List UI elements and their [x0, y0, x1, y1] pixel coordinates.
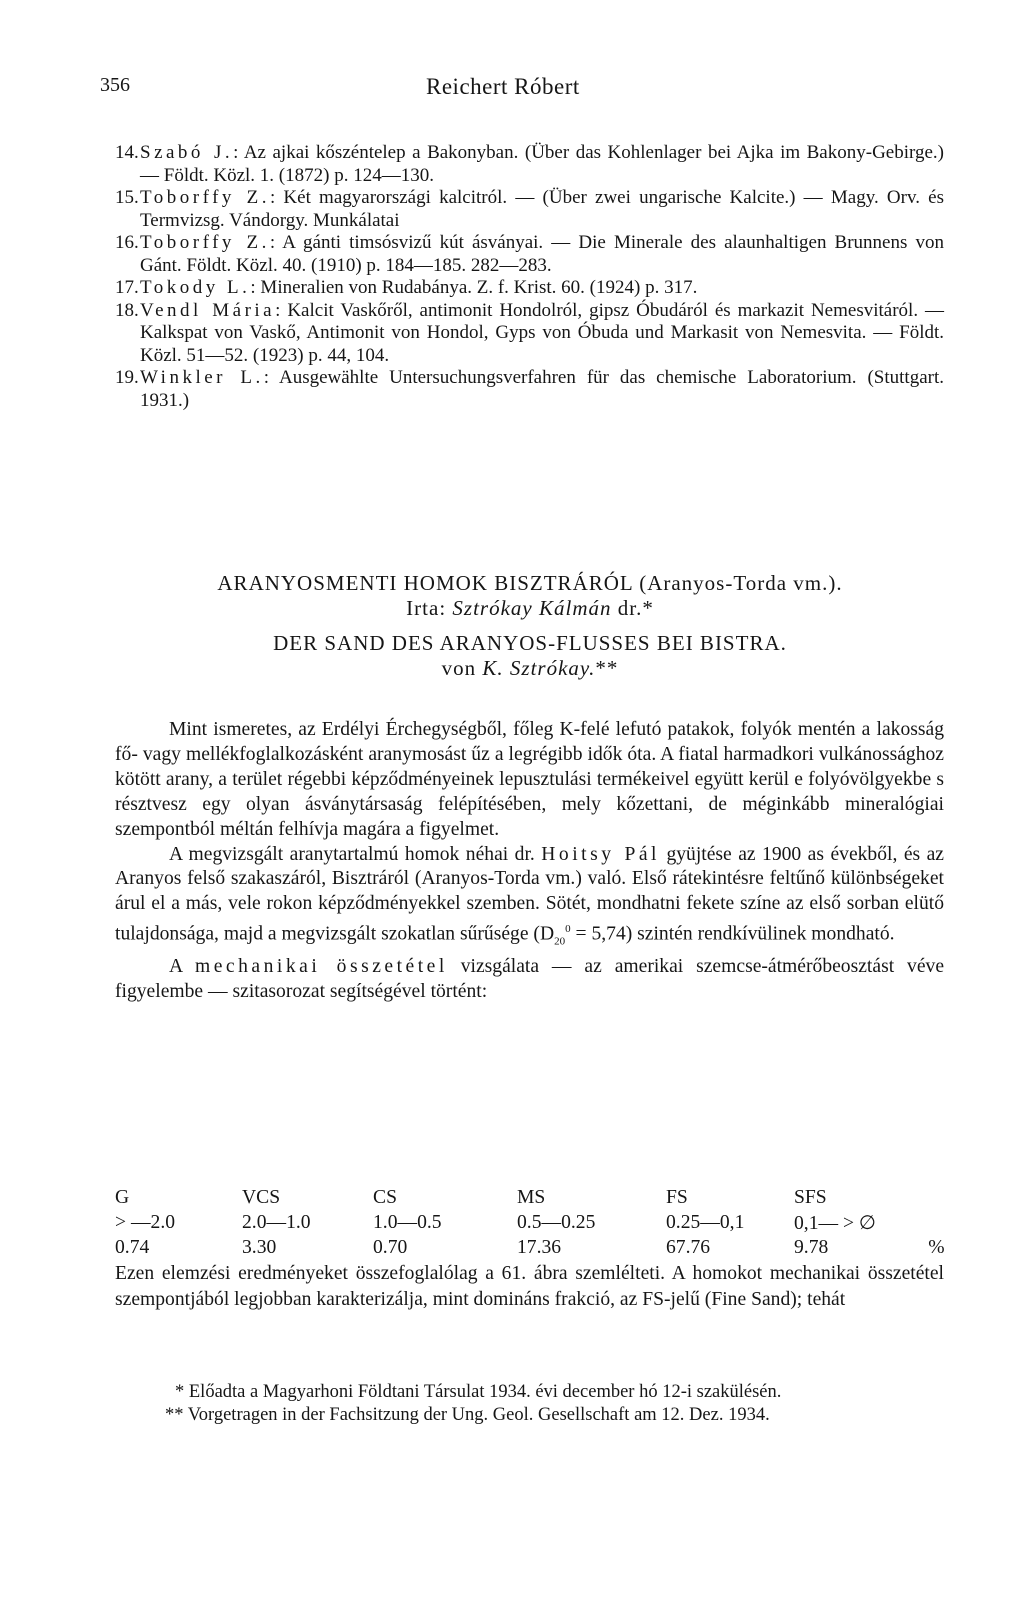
reference-number: 14.: [115, 142, 139, 163]
table-cell: 9.78: [794, 1236, 829, 1258]
reference-text: [140, 367, 944, 412]
page-number: 356: [100, 74, 130, 96]
reference-text: [140, 277, 944, 300]
reference-author: Winkler L.: [140, 367, 264, 388]
byline-prefix: Irta:: [406, 596, 453, 620]
page-header: [100, 74, 944, 104]
reference-item: [115, 142, 944, 187]
reference-number: 19.: [115, 367, 139, 388]
reference-number: 17.: [115, 277, 139, 298]
footnote-text: * Előadta a Magyarhoni Földtani Társulat 1934. évi december hó 12-i szakülésén.: [175, 1382, 782, 1402]
grain-size-table: [115, 1185, 955, 1260]
text-run: A megvizsgált aranytartalmú homok néhai dr.: [169, 843, 542, 865]
reference-item: [115, 187, 944, 232]
table-cell: 3.30: [242, 1236, 277, 1258]
article-title-hu: ARANYOSMENTI HOMOK BISZTRÁRÓL (Aranyos-Torda vm.).: [217, 571, 843, 595]
person-name: Hoitsy Pál: [541, 843, 660, 865]
percent-unit: %: [928, 1236, 945, 1258]
reference-text: [140, 232, 944, 277]
reference-author: Tokody L.: [140, 277, 251, 298]
table-header: VCS: [242, 1186, 281, 1208]
reference-number: 16.: [115, 232, 139, 253]
text-run: gyüjtése az 1900 as évekből, és az Aranyos felső szakaszáról, Bisztráról (Aranyos-Torda vm.) való. Első rátekintésre feltűnő különbségeket árul el a más, vele rokon képződményekkel szemben. Sötét, mondhatni fekete színe az első sorban elütő tulajdonsága, majd a megvizsgált szokatlan sűrűsége (D: [115, 843, 944, 945]
reference-body: : Kalcit Vaskőről, antimonit Hondolról, gipsz Óbudáról és markazit Nemesvitáról. — Kalkspat von Vaskő, Antimonit von Hondol, Gyps von Óbuda und Markasit von Nemesvita. — Földt. Közl. 51—52. (1923) p. 44, 104.: [140, 299, 944, 366]
footnotes: [115, 1381, 944, 1426]
reference-list: [115, 142, 944, 412]
reference-text: [140, 300, 944, 368]
table-row: [115, 1210, 955, 1235]
reference-author: Vendl Mária: [140, 299, 276, 321]
text-run: A: [169, 955, 195, 977]
table-row: [115, 1235, 955, 1260]
paragraph: [115, 843, 944, 955]
superscript: 0: [565, 923, 571, 936]
reference-body: : Két magyarországi kalcitról. — (Über zwei ungarische Kalcite.) — Magy. Orv. és Termvizsg. Vándorgy. Munkálatai: [140, 187, 944, 231]
reference-item: [115, 367, 944, 412]
table-cell: 67.76: [666, 1236, 711, 1258]
reference-item: [115, 277, 944, 300]
byline-hu: [100, 596, 960, 621]
reference-text: [140, 187, 944, 232]
byline-prefix: von: [441, 656, 483, 680]
article-body: [115, 718, 944, 1004]
footnote: [115, 1381, 944, 1404]
reference-body: : Az ajkai kőszéntelep a Bakonyban. (Über das Kohlenlager bei Ajka im Bakony-Gebirge.) — Földt. Közl. 1. (1872) p. 124—130.: [140, 142, 944, 186]
table-header: SFS: [794, 1186, 827, 1208]
table-cell: 1.0—0.5: [373, 1211, 442, 1233]
table-header-row: [115, 1185, 955, 1210]
text-run: = 5,74) szintén rendkívülinek mondható.: [570, 923, 895, 945]
reference-item: [115, 300, 944, 368]
byline-suffix: **: [595, 656, 619, 680]
footnote-text: ** Vorgetragen in der Fachsitzung der Ung. Geol. Gesellschaft am 12. Dez. 1934.: [165, 1404, 770, 1425]
reference-number: 15.: [115, 187, 139, 208]
reference-item: [115, 232, 944, 277]
paragraph: [115, 955, 944, 1005]
byline-suffix: dr.*: [611, 596, 654, 620]
article-title-de: DER SAND DES ARANYOS-FLUSSES BEI BISTRA.: [273, 631, 787, 655]
table-header: CS: [373, 1186, 397, 1208]
table-cell: 0.25—0,1: [666, 1211, 745, 1233]
author-name: K. Sztrókay.: [482, 656, 596, 680]
author-name: Sztrókay Kálmán: [452, 596, 612, 620]
paragraph: Mint ismeretes, az Erdélyi Érchegységből, főleg K-felé lefutó patakok, folyók mentén a lakosság fő- vagy mellékfoglalkozásként aranymosást űz a legrégibb idők óta. A fiatal harmadkori vulkánossághoz kötött arany, a terület régebbi képződményeinek lepusztulási termékeivel együtt kerül e folyóvölgyekbe s résztvesz egy olyan ásványtársaság felépítésében, mely kőzettani, de méginkább mineralógiai szempontból méltán felhívja magára a figyelmet.: [115, 719, 944, 840]
subscript: 20: [554, 935, 566, 948]
table-cell: [928, 1210, 955, 1235]
reference-author: Toborffy Z.: [140, 232, 270, 253]
reference-author: Szabó J.: [140, 142, 234, 163]
reference-body: : Mineralien von Rudabánya. Z. f. Krist. 60. (1924) p. 317.: [250, 277, 698, 298]
reference-number: 18.: [115, 299, 139, 321]
article-heading: [100, 571, 960, 681]
reference-text: [140, 142, 944, 187]
table-header: MS: [517, 1186, 546, 1208]
table-header: G: [115, 1186, 130, 1208]
table-cell: 2.0—1.0: [242, 1211, 311, 1233]
reference-body: : Ausgewählte Untersuchungsverfahren für das chemische Laboratorium. (Stuttgart. 1931.): [140, 367, 944, 411]
footnote: [115, 1404, 944, 1427]
table-cell: 0,1— > ∅: [794, 1212, 877, 1234]
table-cell: 0.74: [115, 1236, 150, 1258]
table-cell: [928, 1185, 955, 1210]
table-cell: 0.5—0.25: [517, 1211, 596, 1233]
table-cell: > —2.0: [115, 1211, 176, 1233]
table-cell: 17.36: [517, 1236, 562, 1258]
byline-de: [100, 656, 960, 681]
text-run: vizsgálata — az amerikai szemcse-átmérőbeosztást véve figyelembe — szitasorozat segítségével történt:: [115, 955, 945, 1002]
article-body-continued: [115, 1261, 944, 1312]
reference-body: : A gánti timsósvizű kút ásványai. — Die Minerale des alaunhaltigen Brunnens von Gánt. Földt. Közl. 40. (1910) p. 184—185. 282—283.: [140, 232, 944, 276]
table-cell: 0.70: [373, 1236, 408, 1258]
paragraph: Ezen elemzési eredményeket összefoglalólag a 61. ábra szemlélteti. A homokot mechanikai összetétel szempontjából legjobban karakterizálja, mint domináns frakció, az FS-jelű (Fine Sand); tehát: [115, 1263, 944, 1310]
reference-author: Toborffy Z.: [140, 187, 270, 208]
emphasis-spaced: mechanikai összetétel: [194, 955, 448, 977]
table-header: FS: [666, 1186, 688, 1208]
running-head: Reichert Róbert: [426, 74, 580, 99]
